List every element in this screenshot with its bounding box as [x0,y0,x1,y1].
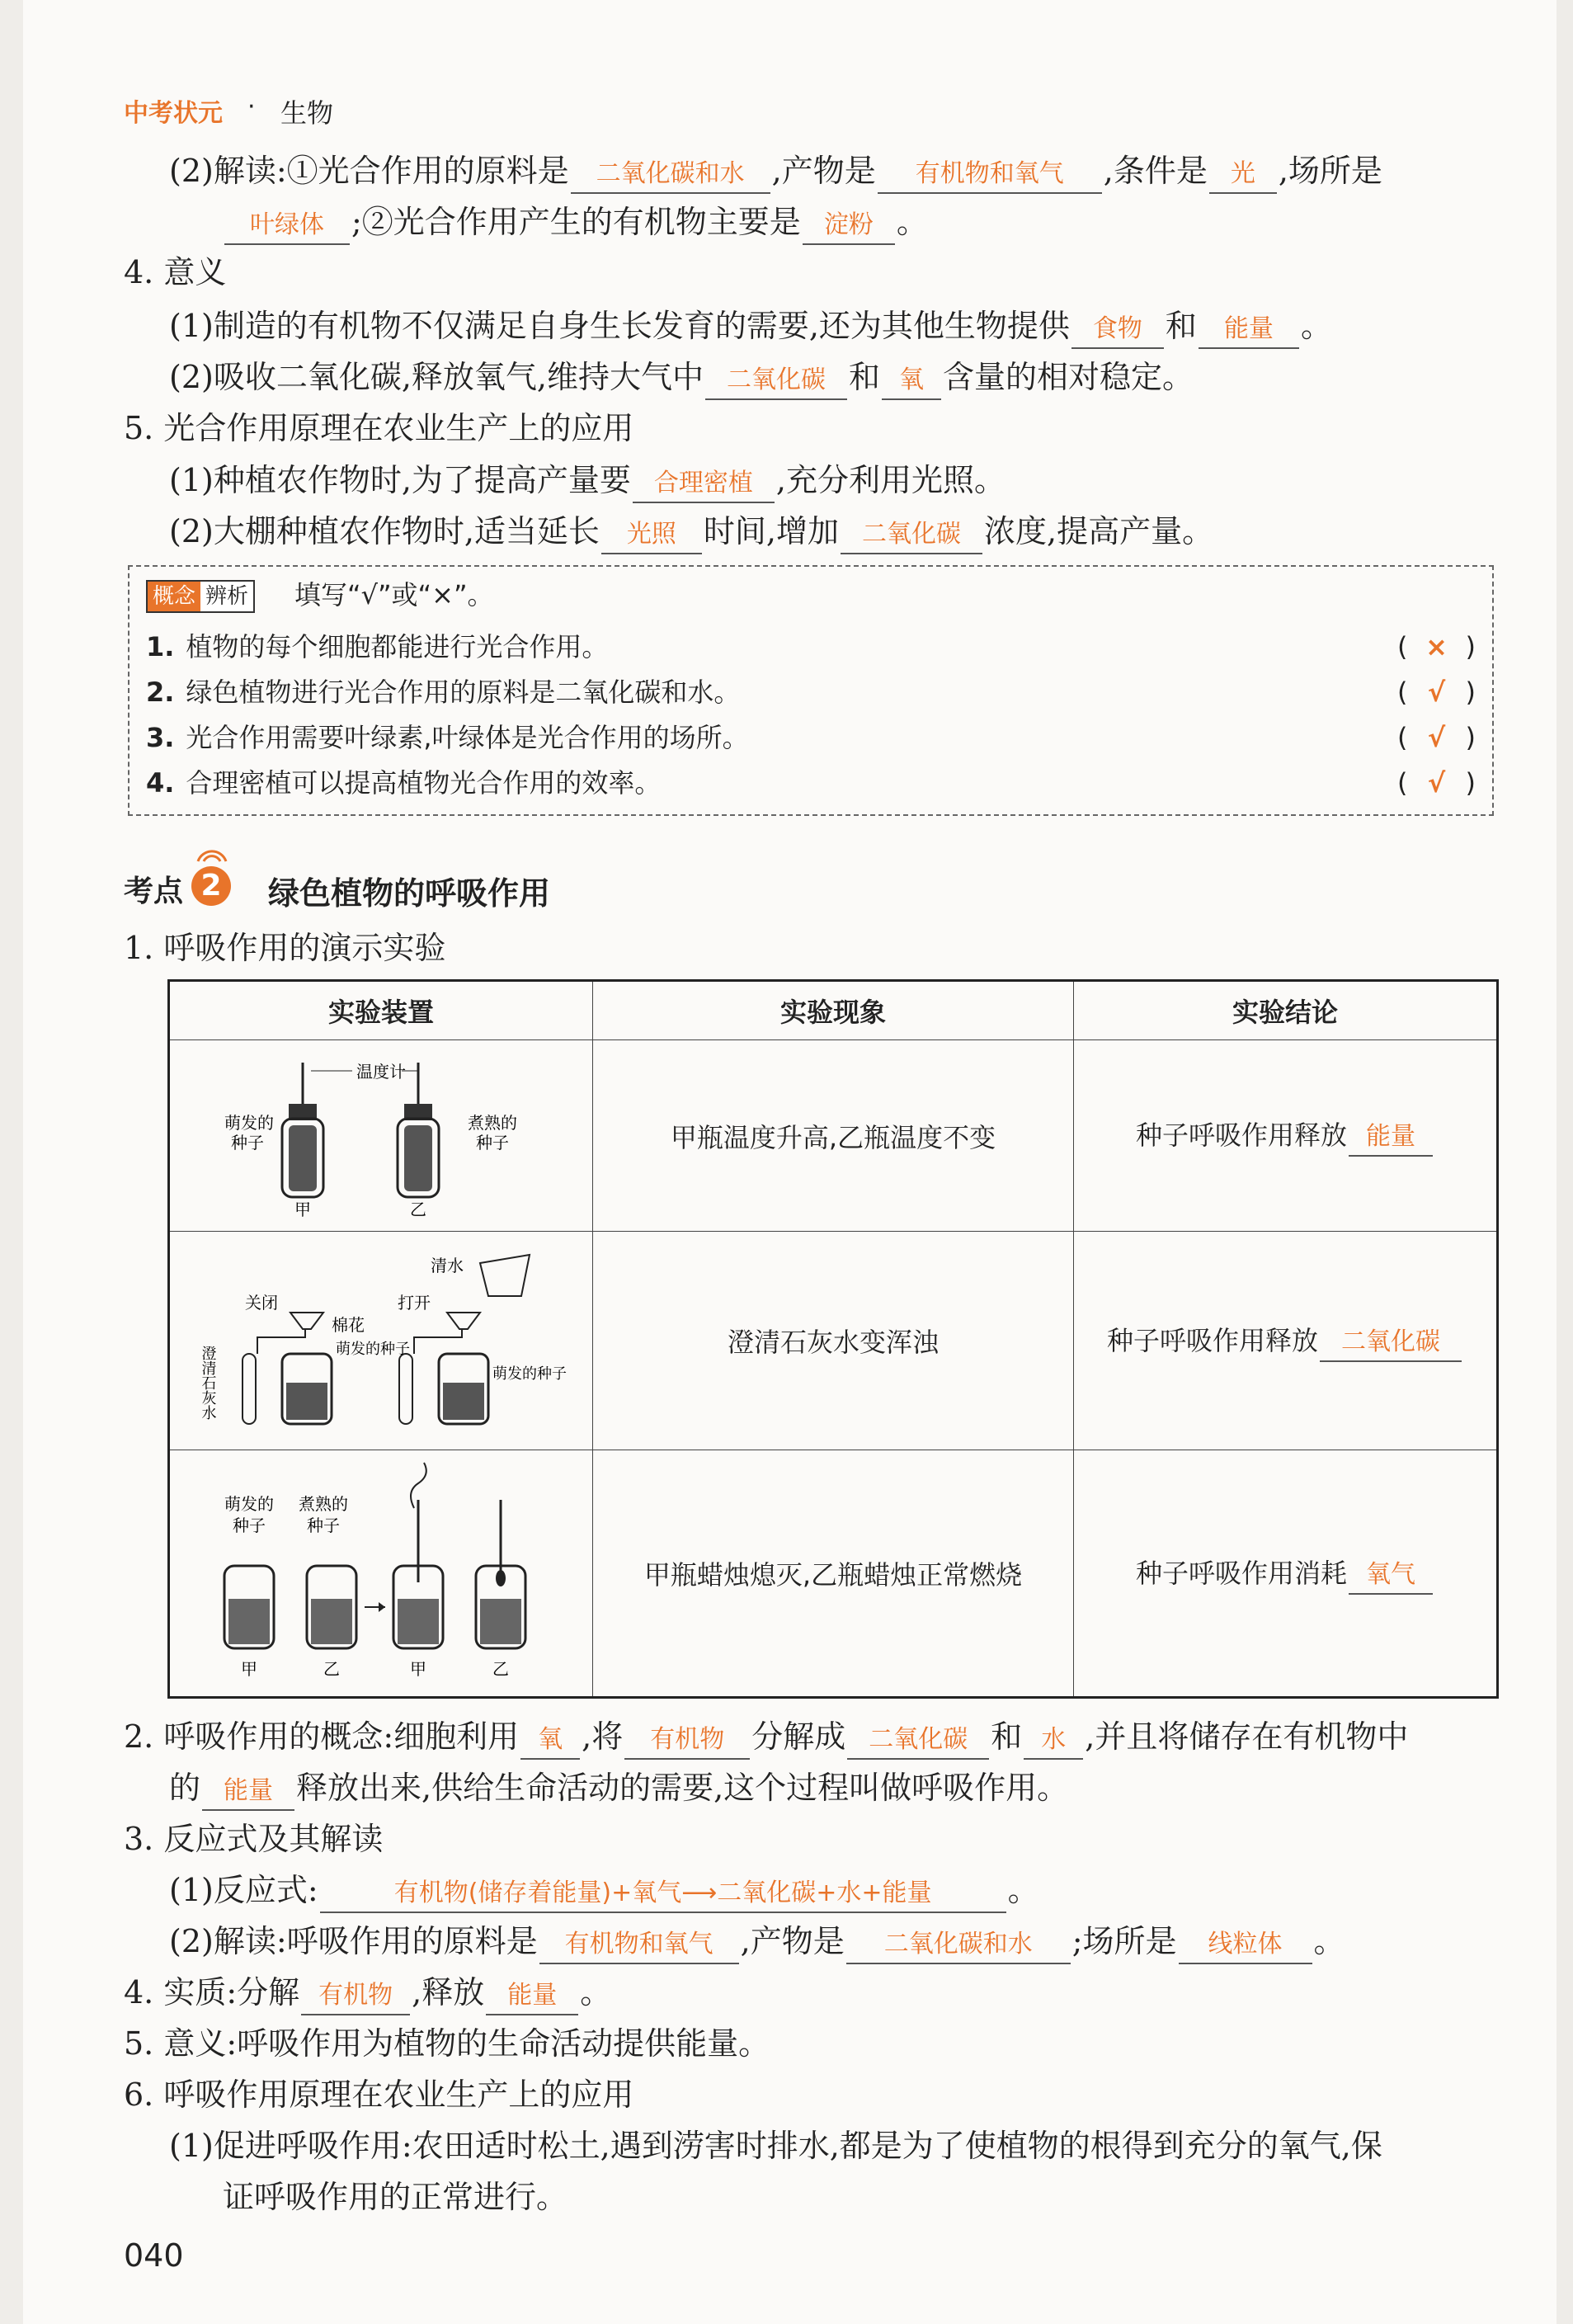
svg-text:乙: 乙 [323,1659,340,1679]
conclusion-cell: 种子呼吸作用释放 二氧化碳 [1074,1232,1498,1450]
svg-text:萌发的: 萌发的 [224,1494,274,1514]
concept-analysis-box [128,565,1494,816]
svg-text:打开: 打开 [398,1293,431,1313]
concept-tag: 概念 辨析 [146,580,255,613]
page-number: 040 [124,2237,184,2274]
answer-blank: 二氧化碳 [841,516,982,554]
photosynthesis-interpretation-line2: 叶绿体 ;②光合作用产生的有机物主要是 淀粉 。 [223,200,928,245]
answer-blank: 能量 [1199,311,1299,349]
svg-text:萌发的种子: 萌发的种子 [492,1365,567,1383]
section-4-heading: 4. 意义 [124,254,227,290]
svg-text:种子: 种子 [231,1132,264,1153]
answer-blank: 二氧化碳 [705,362,847,400]
concept-item: 4. 合理密植可以提高植物光合作用的效率。 [146,767,662,799]
svg-text:棉花: 棉花 [332,1315,365,1335]
answer-blank: 有机物 [301,1978,410,2015]
conclusion-cell: 种子呼吸作用消耗 氧气 [1074,1450,1498,1698]
table-row [169,1040,1498,1232]
answer-blank: 光 [1209,156,1277,194]
header-brand: 中考状元 [124,99,223,128]
svg-text:煮熟的: 煮熟的 [299,1494,348,1514]
svg-text:甲: 甲 [410,1659,426,1679]
answer-blank: 线粒体 [1179,1926,1312,1964]
respiration-demo-heading: 1. 呼吸作用的演示实验 [124,930,446,966]
header-separator: · [247,92,256,121]
candle-experiment-diagram [208,1459,554,1681]
svg-text:甲: 甲 [294,1199,311,1219]
application-respiration-line2: 证呼吸作用的正常进行。 [223,2179,568,2215]
kaodian-number-badge: 2 [191,866,231,906]
phenomenon-cell: 甲瓶温度升高,乙瓶温度不变 [593,1040,1074,1232]
respiration-concept-line1: 2. 呼吸作用的概念:细胞利用 氧 ,将 有机物 分解成 二氧化碳 和 水 ,并且将储存在有机物中 [124,1714,1408,1760]
concept-item: 3. 光合作用需要叶绿素,叶绿体是光合作用的场所。 [146,722,749,753]
essence-line: 4. 实质:分解 有机物 ,释放 能量 。 [124,1970,611,2015]
answer-blank: 能量 [202,1773,294,1811]
svg-text:萌发的种子: 萌发的种子 [336,1341,410,1358]
answer-blank: 能量 [1349,1119,1433,1157]
svg-text:乙: 乙 [410,1199,426,1219]
limewater-experiment-diagram [199,1238,567,1436]
signal-icon [191,840,233,865]
reaction-formula-line: (1)反应式: 有机物(储存着能量)+氧气⟶二氧化碳+水+能量 。 [169,1868,1039,1913]
svg-text:乙: 乙 [492,1659,509,1679]
application-respiration-line1: (1)促进呼吸作用:农田适时松土,遇到涝害时排水,都是为了使植物的根得到充分的氧气,保 [169,2128,1382,2164]
answer-blank: 氧气 [1349,1557,1433,1595]
concept-answer: ( √ ) [1397,722,1476,753]
header-subject: 生物 [280,97,334,129]
svg-text:温度计: 温度计 [356,1061,406,1082]
kaodian-label: 考点 [124,874,184,908]
answer-blank: 氧 [882,362,941,400]
concept-answer: ( √ ) [1397,767,1476,799]
answer-blank: 有机物和氧气 [539,1926,739,1964]
answer-blank: 有机物 [624,1722,750,1760]
svg-text:种子: 种子 [476,1132,509,1153]
answer-blank: 氧 [520,1722,580,1760]
answer-blank: 淀粉 [803,207,895,245]
concept-answer: ( × ) [1397,631,1476,662]
conclusion-cell: 种子呼吸作用释放 能量 [1074,1040,1498,1232]
page-right-margin [1557,0,1573,2324]
svg-text:清水: 清水 [431,1256,464,1275]
svg-text:萌发的: 萌发的 [224,1112,274,1133]
phenomenon-cell: 澄清石灰水变浑浊 [593,1232,1074,1450]
answer-blank: 有机物(储存着能量)+氧气⟶二氧化碳+水+能量 [320,1875,1006,1913]
kaodian-title: 绿色植物的呼吸作用 [268,875,551,912]
table-header: 实验现象 [593,981,1074,1040]
phenomenon-cell: 甲瓶蜡烛熄灭,乙瓶蜡烛正常燃烧 [593,1450,1074,1698]
svg-text:关闭: 关闭 [245,1293,278,1313]
answer-blank: 二氧化碳和水 [571,156,770,194]
answer-blank: 有机物和氧气 [878,156,1102,194]
page-left-margin [0,0,23,2324]
answer-blank: 食物 [1071,311,1164,349]
answer-blank: 合理密植 [633,465,775,503]
section-5-heading: 5. 光合作用原理在农业生产上的应用 [124,410,634,446]
experiment-table [167,979,1499,1699]
thermos-experiment-diagram [216,1046,546,1219]
svg-text:澄清石灰水: 澄清石灰水 [199,1346,217,1420]
svg-text:甲: 甲 [241,1659,257,1679]
concept-item: 1. 植物的每个细胞都能进行光合作用。 [146,631,609,662]
concept-instruction: 填写“√”或“×”。 [294,579,494,610]
answer-blank: 二氧化碳 [1320,1324,1462,1362]
section-6-heading: 6. 呼吸作用原理在农业生产上的应用 [124,2077,634,2113]
respiration-concept-line2: 的 能量 释放出来,供给生命活动的需要,这个过程叫做呼吸作用。 [169,1765,1068,1811]
photosynthesis-interpretation-line1: (2)解读:①光合作用的原料是 二氧化碳和水 ,产物是 有机物和氧气 ,条件是 光 ,场所是 [169,148,1382,194]
svg-text:煮熟的: 煮熟的 [468,1112,517,1133]
svg-text:种子: 种子 [233,1516,266,1535]
table-header: 实验装置 [169,981,593,1040]
table-row [169,1232,1498,1450]
table-row [169,1450,1498,1698]
answer-blank: 二氧化碳和水 [846,1926,1071,1964]
significance-line2: (2)吸收二氧化碳,释放氧气,维持大气中 二氧化碳 和 氧 含量的相对稳定。 [169,355,1194,400]
application-line1: (1)种植农作物时,为了提高产量要 合理密植 ,充分利用光照。 [169,458,1005,503]
concept-answer: ( √ ) [1397,676,1476,708]
respiration-significance-line: 5. 意义:呼吸作用为植物的生命活动提供能量。 [124,2025,770,2062]
apparatus-thermometer-figure [169,1040,593,1232]
application-line2: (2)大棚种植农作物时,适当延长 光照 时间,增加 二氧化碳 浓度,提高产量。 [169,509,1213,554]
significance-line1: (1)制造的有机物不仅满足自身生长发育的需要,还为其他生物提供 食物 和 能量 。 [169,304,1332,349]
reaction-interpretation-line: (2)解读:呼吸作用的原料是 有机物和氧气 ,产物是 二氧化碳和水 ;场所是 线粒体 。 [169,1919,1345,1964]
concept-item: 2. 绿色植物进行光合作用的原料是二氧化碳和水。 [146,676,741,708]
answer-blank: 水 [1024,1722,1083,1760]
answer-blank: 光照 [601,516,702,554]
section-3-heading: 3. 反应式及其解读 [124,1821,384,1857]
answer-blank: 二氧化碳 [847,1722,989,1760]
apparatus-limewater-figure [169,1232,593,1450]
table-header: 实验结论 [1074,981,1498,1040]
svg-text:种子: 种子 [307,1516,340,1535]
apparatus-candle-figure [169,1450,593,1698]
answer-blank: 能量 [486,1978,578,2015]
answer-blank: 叶绿体 [224,207,350,245]
